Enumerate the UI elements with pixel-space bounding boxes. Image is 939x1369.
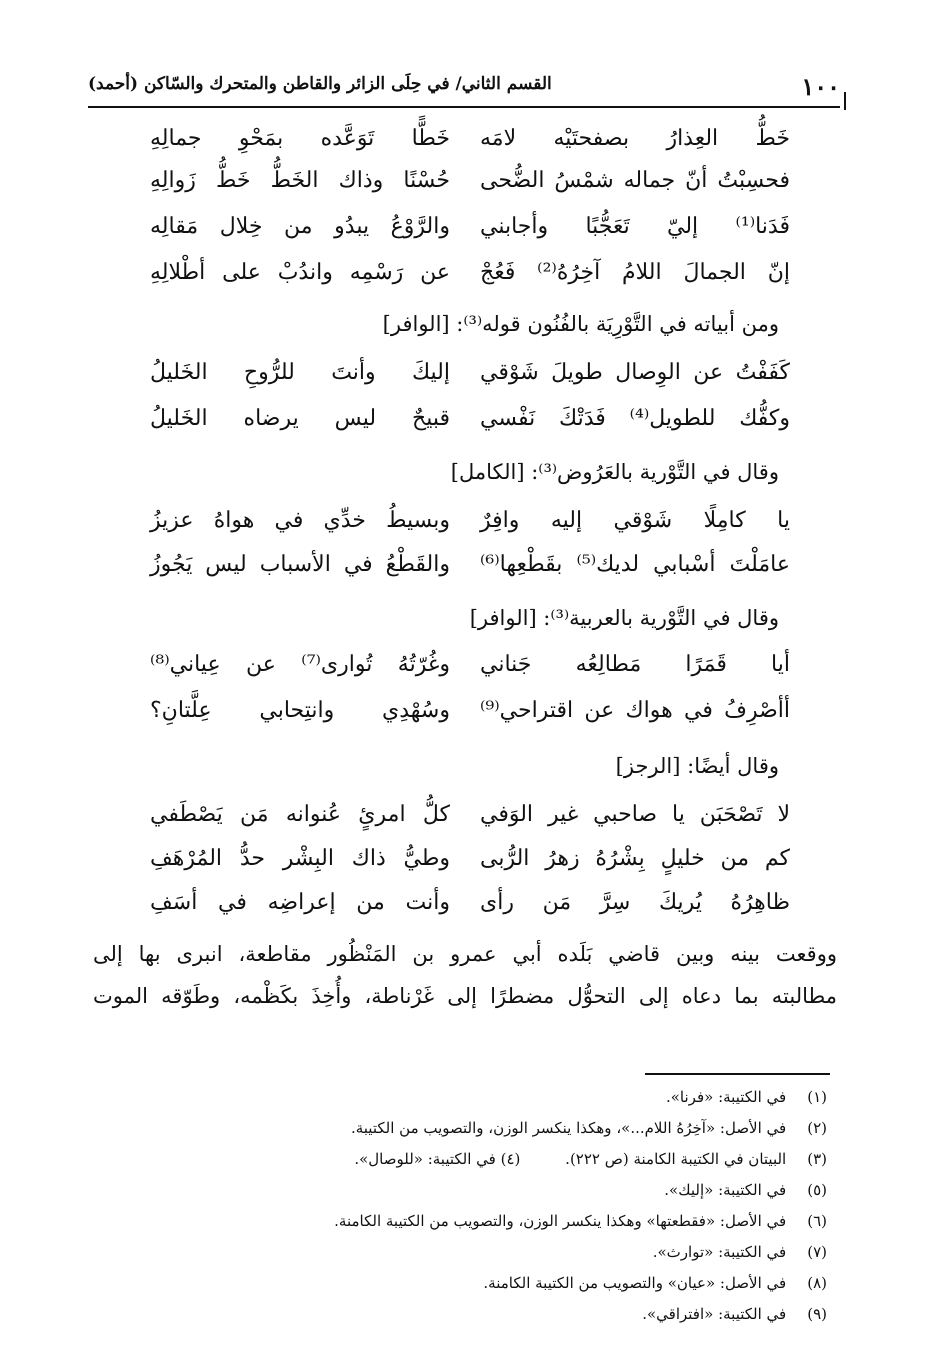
verse-first-hemistich: كم من خليلٍ بِشْرُهُ زهرُ الرُّبى (480, 846, 790, 871)
verse-first-hemistich: أيا قَمَرًا مَطالِعُه جَناني (480, 652, 790, 677)
verse-line (110, 846, 790, 886)
verse-second-hemistich: والقَطْعُ في الأسباب ليس يَجُوزُ (150, 552, 450, 577)
verse-first-hemistich: كَفَفْتُ عن الوِصال طويلَ شَوْقي (480, 360, 790, 385)
poem-intro: وقال في التَّوْرية بالعَرُوض⁽³⁾: [الكامل] (450, 460, 779, 484)
page-number: ١٠٠ (801, 72, 840, 101)
verse-line (110, 890, 790, 930)
footnote-rule (645, 1073, 830, 1075)
verse-first-hemistich: إنّ الجمالَ اللامُ آخِرُهُ⁽²⁾ فَعُجْ (480, 260, 791, 285)
verse-second-hemistich: خَطًّا تَوَعَّده بمَحْوِ جمالِهِ (150, 126, 450, 151)
verse-line (110, 168, 790, 208)
verse-line (110, 802, 790, 842)
verse-line (110, 508, 790, 548)
footnote-inline: (٤) في الكتيبة: «للوصال». (354, 1150, 521, 1168)
footnote-number: (٢) (807, 1119, 827, 1137)
running-title: القسم الثاني/ في حِلَى الزائر والقاطن والمتحرك والسّاكن (أحمد) (88, 74, 552, 94)
verse-second-hemistich: والرَّوْعُ يبدُو من خِلال مَقالِه (150, 214, 450, 239)
running-header (88, 70, 840, 104)
verse-first-hemistich: فَدَنا⁽¹⁾ إليّ تَعَجُّبًا وأجابني (480, 214, 790, 239)
footnote-number: (٧) (807, 1243, 827, 1261)
verse-first-hemistich: وكفُّك للطويل⁽⁴⁾ فَدَتْكَ نَفْسي (480, 406, 790, 431)
verse-second-hemistich: حُسْنًا وذاك الخَطُّ خَطُّ زَوالِهِ (150, 168, 450, 193)
footnote-text: في الكتيبة: «توارث». (652, 1243, 787, 1261)
prose-line: مطالبته بما دعاه إلى التحوُّل مضطرًا إلى غَرْناطة، وأُخِذَ بكَظْمه، وطَوّقه الموت (93, 984, 837, 1008)
footnote-number: (٥) (807, 1181, 827, 1199)
verse-first-hemistich: ظاهِرُهُ يُريكَ سِرَّ مَن رأى (480, 890, 790, 915)
footnote-text: البيتان في الكتيبة الكامنة (ص ٢٢٢). (565, 1150, 787, 1168)
verse-first-hemistich: أأصْرِفُ في هواك عن اقتراحي⁽⁹⁾ (480, 698, 790, 723)
footnote-number: (٦) (807, 1212, 827, 1230)
footnote (653, 1243, 827, 1261)
footnote-text: في الأصل: «فقطعتها» وهكذا ينكسر الوزن، والتصويب من الكتيبة الكامنة. (334, 1212, 787, 1230)
verse-line (110, 126, 790, 166)
verse-second-hemistich: وبسيطُ خدِّي في هواهُ عزيزُ (150, 508, 450, 533)
verse-second-hemistich: وأنت من إعراضِه في أسَفِ (150, 890, 450, 915)
header-rule (88, 106, 840, 108)
poem-intro: ومن أبياته في التَّوْرِيَة بالفُنُون قوله⁽³⁾: [الوافر] (382, 312, 779, 336)
footnote-number: (٩) (807, 1305, 827, 1323)
footnote (666, 1088, 827, 1106)
footnote (334, 1212, 827, 1230)
verse-second-hemistich: قبيحٌ ليس يرضاه الخَليلُ (150, 406, 450, 431)
footnote-number: (٨) (807, 1274, 827, 1292)
footnote-text: في الكتيبة: «إليك». (664, 1181, 787, 1199)
verse-first-hemistich: لا تَصْحَبَن يا صاحبي غير الوَفي (480, 802, 790, 827)
verse-second-hemistich: وسُهْدِي وانتِحابي عِلَّتانِ؟ (150, 698, 450, 723)
footnote-text: في الكتيبة: «افتراقي». (642, 1305, 787, 1323)
verse-first-hemistich: عامَلْتَ أسْبابي لديك⁽⁵⁾ بقَطْعِها⁽⁶⁾ (480, 552, 791, 577)
verse-second-hemistich: عن رَسْمِه واندُبْ على أطْلالِهِ (150, 260, 450, 285)
verse-line (110, 406, 790, 446)
verse-second-hemistich: إليكَ وأنتَ للرُّوحِ الخَليلُ (150, 360, 450, 385)
verse-first-hemistich: يا كامِلًا شَوْقي إليه وافِرٌ (480, 508, 790, 533)
prose-line: ووقعت بينه وبين قاضي بَلَده أبي عمرو بن المَنْظُور مقاطعة، انبرى بها إلى (93, 942, 837, 966)
verse-first-hemistich: خَطُّ العِذارُ بصفحتَيْه لامَه (480, 126, 790, 151)
verse-first-hemistich: فحسِبْتُ أنّ جماله شمْسُ الضُّحى (480, 168, 790, 193)
footnote-number: (٣) (807, 1150, 827, 1168)
footnote-number: (١) (807, 1088, 827, 1106)
footnote-text: في الأصل: «عيان» والتصويب من الكتيبة الكامنة. (483, 1274, 787, 1292)
footnote-text: في الكتيبة: «فرنا». (665, 1088, 787, 1106)
poem-intro: وقال أيضًا: [الرجز] (615, 754, 779, 778)
verse-line (110, 360, 790, 400)
poem-intro: وقال في التَّوْرية بالعربية⁽³⁾: [الوافر] (469, 606, 779, 630)
footnote (664, 1181, 827, 1199)
verse-line (110, 652, 790, 692)
footnote (354, 1150, 827, 1168)
footnote (351, 1119, 827, 1137)
verse-line (110, 552, 790, 592)
footnote-text: في الأصل: «آخِرُهُ اللام...»، وهكذا ينكسر الوزن، والتصويب من الكتيبة. (350, 1119, 787, 1137)
page-number-tick (844, 92, 846, 110)
verse-line (110, 214, 790, 254)
footnote (642, 1305, 827, 1323)
verse-second-hemistich: وطيُّ ذاك البِشْر حدُّ المُرْهَفِ (150, 846, 450, 871)
verse-second-hemistich: وغُرّتُهُ تُوارى⁽⁷⁾ عن عِياني⁽⁸⁾ (150, 652, 450, 677)
verse-line (110, 698, 790, 738)
footnote (483, 1274, 827, 1292)
verse-line (110, 260, 790, 300)
verse-second-hemistich: كلُّ امرئٍ عُنوانه مَن يَصْطَفي (150, 802, 450, 827)
